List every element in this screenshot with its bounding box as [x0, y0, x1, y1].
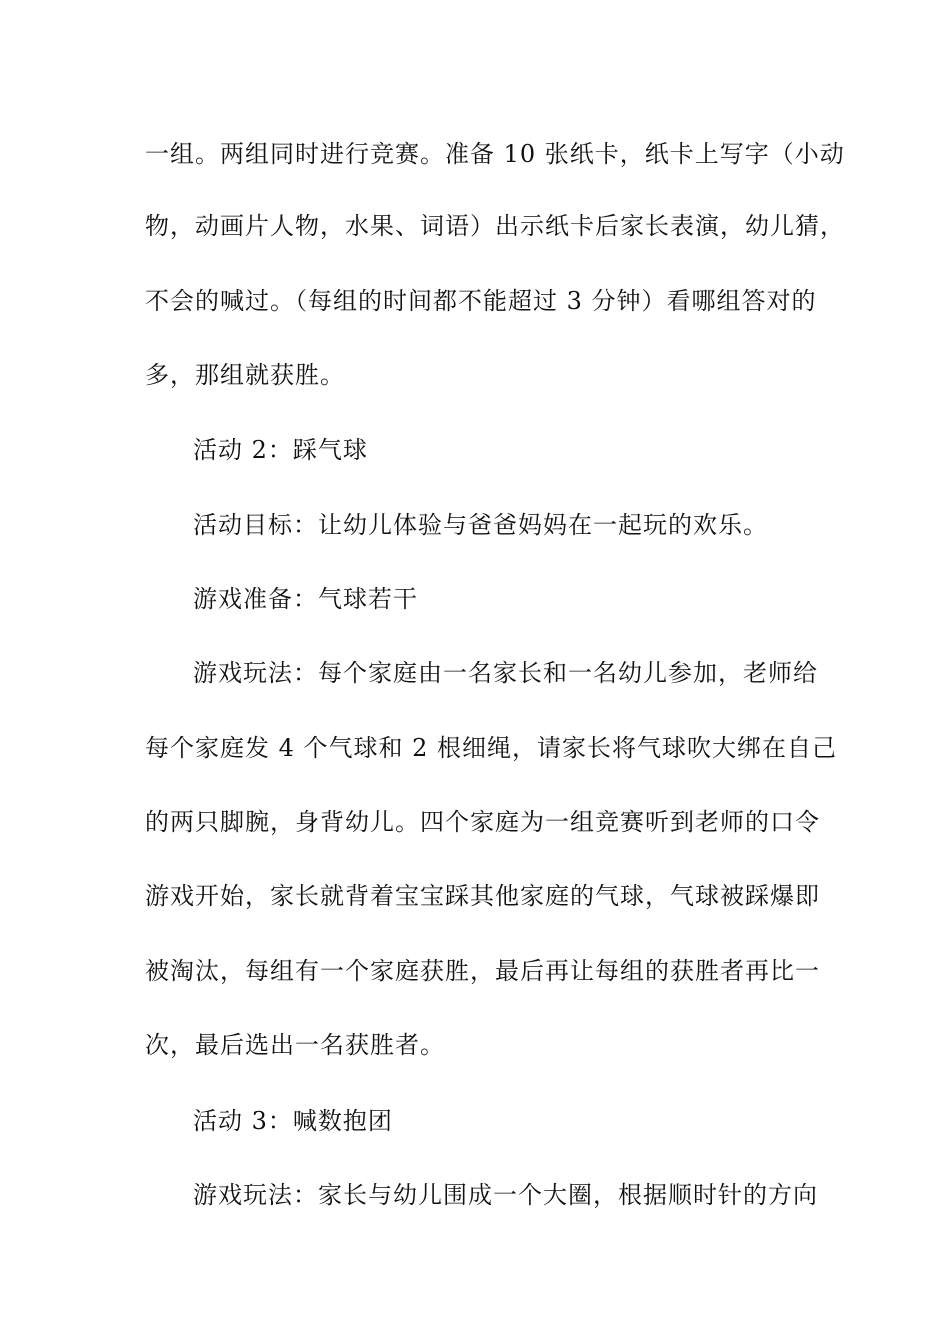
paragraph-line: 每个家庭发 4 个气球和 2 根细绳，请家长将气球吹大绑在自己: [145, 734, 838, 762]
paragraph-line: 多，那组就获胜。: [145, 361, 345, 389]
paragraph-line: 游戏玩法：家长与幼儿围成一个大圈，根据顺时针的方向: [193, 1181, 818, 1209]
paragraph-line: 不会的喊过。（每组的时间都不能超过 3 分钟）看哪组答对的: [145, 287, 817, 315]
section-heading: 活动 3：喊数抱团: [193, 1107, 393, 1135]
paragraph-line: 被淘汰，每组有一个家庭获胜，最后再让每组的获胜者再比一: [145, 957, 820, 985]
paragraph-line: 次，最后选出一名获胜者。: [145, 1031, 445, 1059]
paragraph-line: 物，动画片人物，水果、词语）出示纸卡后家长表演，幼儿猜，: [145, 212, 845, 240]
paragraph-line: 活动目标：让幼儿体验与爸爸妈妈在一起玩的欢乐。: [193, 511, 768, 539]
paragraph-line: 游戏准备：气球若干: [193, 585, 418, 613]
paragraph-line: 游戏玩法：每个家庭由一名家长和一名幼儿参加，老师给: [193, 659, 818, 687]
section-heading: 活动 2：踩气球: [193, 436, 368, 464]
paragraph-line: 游戏开始，家长就背着宝宝踩其他家庭的气球，气球被踩爆即: [145, 882, 820, 910]
paragraph-line: 的两只脚腕，身背幼儿。四个家庭为一组竞赛听到老师的口令: [145, 808, 820, 836]
paragraph-line: 一组。两组同时进行竞赛。准备 10 张纸卡，纸卡上写字（小动: [145, 140, 845, 168]
